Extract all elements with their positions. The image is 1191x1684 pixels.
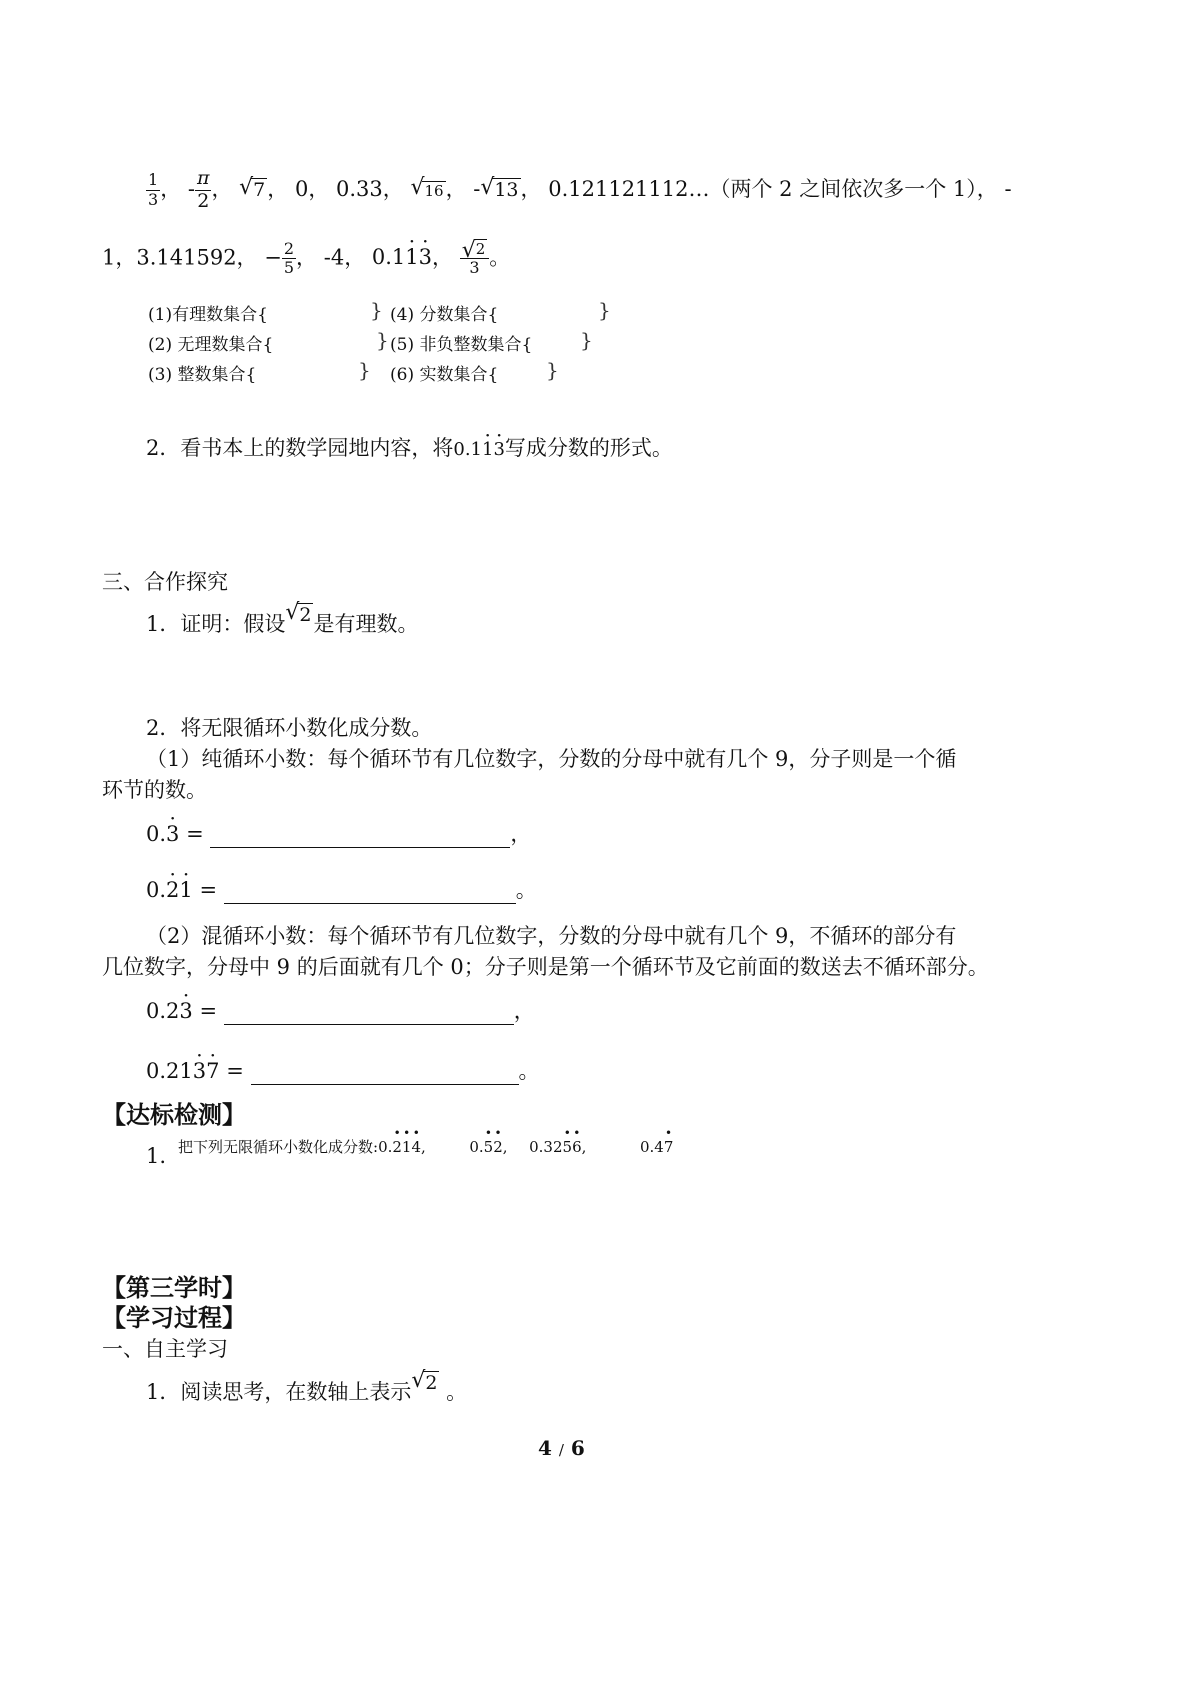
- fraction-pi-over-2: $\frac{\pi}{2}$: [196, 167, 210, 212]
- fraction-two-fifths: $\frac{2}{5}$: [283, 239, 295, 278]
- number-list-line-1: $\frac{1}{3}$ ， - $\frac{\pi}{2}$ ， √ 7， 0， 0.33， √ 16， -√ 13， 0.121121112…（两个 2 之间依次多一个 1）， -: [146, 168, 1012, 213]
- learning-process-title: 【学习过程】: [102, 1304, 246, 1332]
- set-rational-close: }: [370, 298, 383, 322]
- set-fraction-close: }: [598, 298, 611, 322]
- check-section-title: 【达标检测】: [102, 1101, 246, 1129]
- set-nonneg-integer: (5) 非负整数集合{: [390, 335, 533, 355]
- proof-question: 1．证明：假设√ 2是有理数。: [146, 608, 418, 638]
- question-2-convert: 2．看书本上的数学园地内容，将0.1· 1· 3写成分数的形式。: [146, 432, 673, 462]
- repeating-decimal-0-13: 0.1· 1· 3: [372, 245, 432, 269]
- set-rational: (1)有理数集合{: [148, 305, 268, 325]
- lesson-3-title: 【第三学时】: [102, 1274, 246, 1302]
- number-list-line-2: 1，3.141592， − $\frac{2}{5}$ ， -4， 0.1· 1· 3， √ $\frac{2}{3}$ 。: [102, 240, 510, 278]
- sqrt-7: √ 7: [239, 177, 267, 201]
- set-integer-close: }: [358, 358, 371, 382]
- answer-blank-1[interactable]: [210, 825, 510, 848]
- exercise-0-21: 0.· 2· 1 = 。: [146, 874, 537, 904]
- fraction-sqrt2-over-3: √ $\frac{2}{3}$: [460, 240, 490, 278]
- page-number: 4 / 6: [538, 1436, 585, 1460]
- section-cooperative-inquiry-title: 三、合作探究: [102, 570, 228, 594]
- exercise-0-23: 0.2· 3 = ，: [146, 995, 535, 1025]
- set-real-close: }: [546, 358, 559, 382]
- self-study-title: 一、自主学习: [102, 1337, 228, 1361]
- answer-blank-3[interactable]: [224, 1002, 514, 1025]
- mixed-repeating-desc-1: （2）混循环小数：每个循环节有几位数字，分数的分母中就有几个 9，不循环的部分有: [146, 924, 957, 948]
- set-irrational: (2) 无理数集合{: [148, 335, 274, 355]
- pure-repeating-desc-2: 环节的数。: [102, 778, 207, 802]
- mixed-repeating-desc-2: 几位数字，分母中 9 的后面就有几个 0；分子则是第一个循环节及它前面的数送去不循环部分。: [102, 955, 989, 979]
- fraction-one-third: $\frac{1}{3}$: [148, 170, 159, 209]
- sqrt-16: √ 16: [410, 177, 445, 201]
- set-irrational-close: }: [376, 328, 389, 352]
- set-nonneg-integer-close: }: [580, 328, 593, 352]
- answer-blank-2[interactable]: [224, 881, 516, 904]
- set-fraction: (4) 分数集合{: [390, 305, 499, 325]
- exercise-0-2137: 0.21· 3· 7 = 。: [146, 1055, 540, 1085]
- convert-repeating-question: 2．将无限循环小数化成分数。: [146, 716, 433, 740]
- sqrt-13: √ 13: [480, 177, 520, 201]
- check-question-number: 1.: [146, 1144, 167, 1168]
- set-integer: (3) 整数集合{: [148, 365, 257, 385]
- set-real: (6) 实数集合{: [390, 365, 499, 385]
- number-line-question: 1．阅读思考，在数轴上表示√ 2 。: [146, 1376, 467, 1406]
- pure-repeating-desc-1: （1）纯循环小数：每个循环节有几位数字，分数的分母中就有几个 9，分子则是一个循: [146, 747, 957, 771]
- answer-blank-4[interactable]: [251, 1062, 519, 1085]
- exercise-0-3: 0.· 3 = ，: [146, 818, 531, 848]
- check-question-text: 把下列无限循环小数化成分数:0.• 2• 1• 4, 0.• 5• 2, 0.32• 5• 6, 0.4• 7: [178, 1136, 673, 1157]
